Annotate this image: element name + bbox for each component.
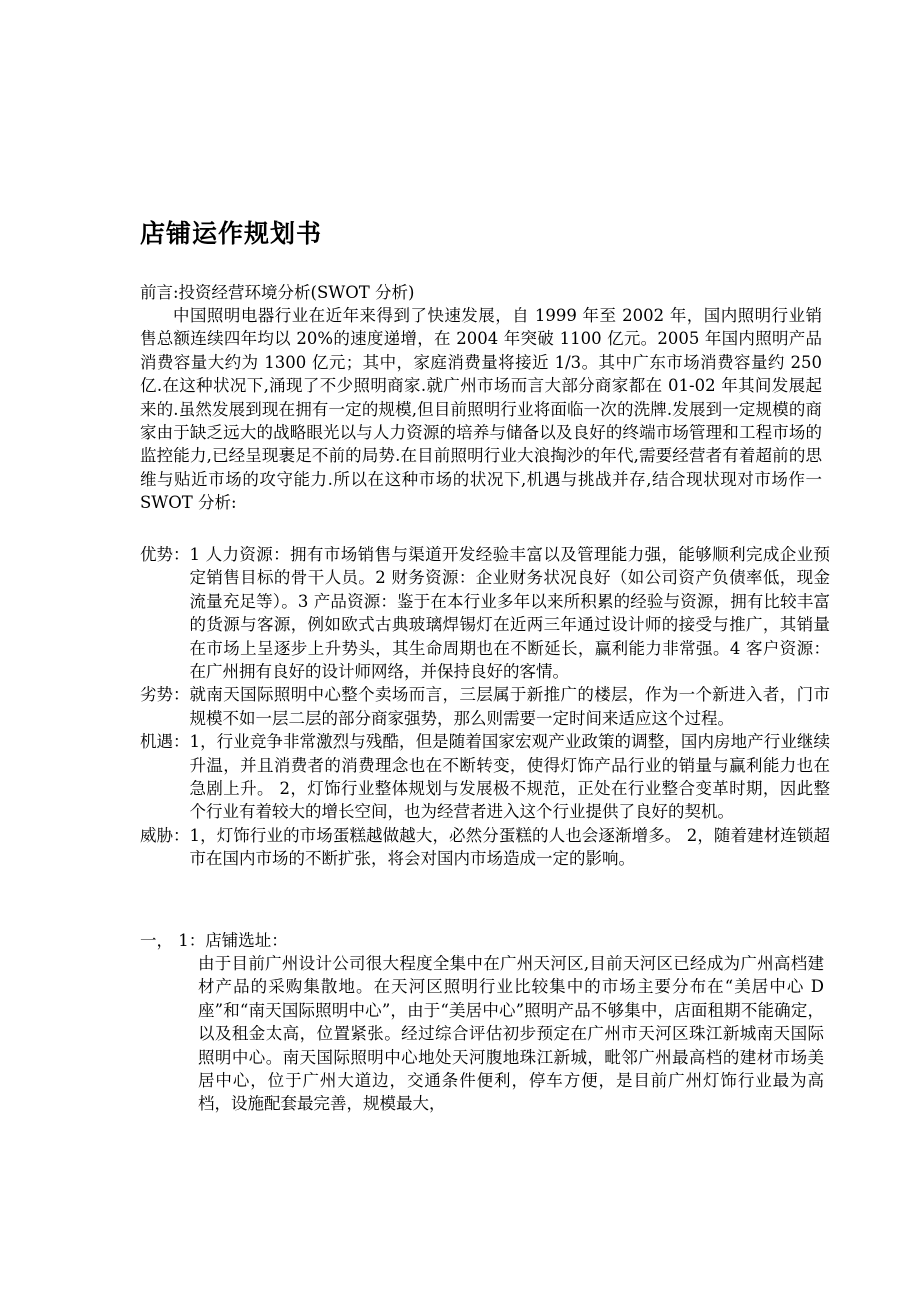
swot-text: 1 人力资源：拥有市场销售与渠道开发经验丰富以及管理能力强，能够顺利完成企业预定销售目标的骨干人员。2 财务资源：企业财务状况良好（如公司资产负债率低，现金流量充足等）。3 产品资源：鉴于在本行业多年以来所积累的经验与资源，拥有比较丰富的货源与客源，例如欧式古典玻璃焊锡灯在近两三年通过设计师的接受与推广，其销量在市场上呈逐步上升势头，其生命周期也在不断延长，赢利能力非常强。4 客户资源：在广州拥有良好的设计师网络，并保持良好的客情。	[189, 545, 830, 682]
swot-weaknesses	[140, 683, 830, 730]
swot-strengths	[140, 543, 830, 683]
swot-analysis	[140, 543, 830, 871]
swot-label: 威胁：	[140, 825, 190, 845]
section-paragraph: 由于目前广州设计公司很大程度全集中在广州天河区,目前天河区已经成为广州高档建材产品的采购集散地。在天河区照明行业比较集中的市场主要分布在“美居中心 D 座”和“南天国际照明中心”，由于“美居中心”照明产品不够集中，店面租期不能确定，以及租金太高，位置紧张。经过综合评估初步预定在广州市天河区珠江新城南天国际照明中心。南天国际照明中心地处天河腹地珠江新城，毗邻广州最高档的建材市场美居中心，位于广州大道边，交通条件便利，停车方便，是目前广州灯饰行业最为高档，设施配套最完善，规模最大，	[198, 954, 824, 1114]
swot-label: 机遇：	[140, 732, 190, 752]
swot-label: 优势：	[140, 545, 190, 564]
swot-threats	[140, 824, 830, 871]
document-title: 店铺运作规划书	[140, 219, 323, 248]
swot-text: 就南天国际照明中心整个卖场而言，三层属于新推广的楼层，作为一个新进入者，门市规模不如一层二层的部分商家强势，那么则需要一定时间来适应这个过程。	[189, 685, 830, 728]
swot-text: 1，行业竞争非常激烈与残酷，但是随着国家宏观产业政策的调整，国内房地产行业继续升温，并且消费者的消费理念也在不断转变，使得灯饰产品行业的销量与赢利能力也在急剧上升。 2，灯饰行业整体规划与发展极不规范，正处在行业整合变革时期，因此整个行业有着较大的增长空间，也为经营者进入这个行业提供了良好的契机。	[189, 732, 830, 822]
swot-opportunities	[140, 730, 830, 824]
intro-paragraph: 中国照明电器行业在近年来得到了快速发展，自 1999 年至 2002 年，国内照明行业销售总额连续四年均以 20%的速度递增，在 2004 年突破 1100 亿元。2005 年国内照明产品消费容量大约为 1300 亿元；其中，家庭消费量将接近 1/3。其中广东市场消费容量约 250 亿.在这种状况下,涌现了不少照明商家.就广州市场而言大部分商家都在 01-02 年其间发展起来的.虽然发展到现在拥有一定的规模,但目前照明行业将面临一次的洗牌.发展到一定规模的商家由于缺乏远大的战略眼光以与人力资源的培养与储备以及良好的终端市场管理和工程市场的监控能力,已经呈现裹足不前的局势.在目前照明行业大浪掏沙的年代,需要经营者有着超前的思维与贴近市场的攻守能力.所以在这种市场的状况下,机遇与挑战并存,结合现状现对市场作一 SWOT 分析:	[140, 306, 822, 513]
swot-label: 劣势：	[140, 685, 190, 705]
swot-text: 1，灯饰行业的市场蛋糕越做越大，必然分蛋糕的人也会逐渐增多。 2，随着建材连锁超市在国内市场的不断扩张，将会对国内市场造成一定的影响。	[189, 825, 830, 869]
intro-heading: 前言:投资经营环境分析(SWOT 分析)	[140, 283, 415, 302]
section-heading: 一， 1：店铺选址：	[140, 931, 288, 950]
